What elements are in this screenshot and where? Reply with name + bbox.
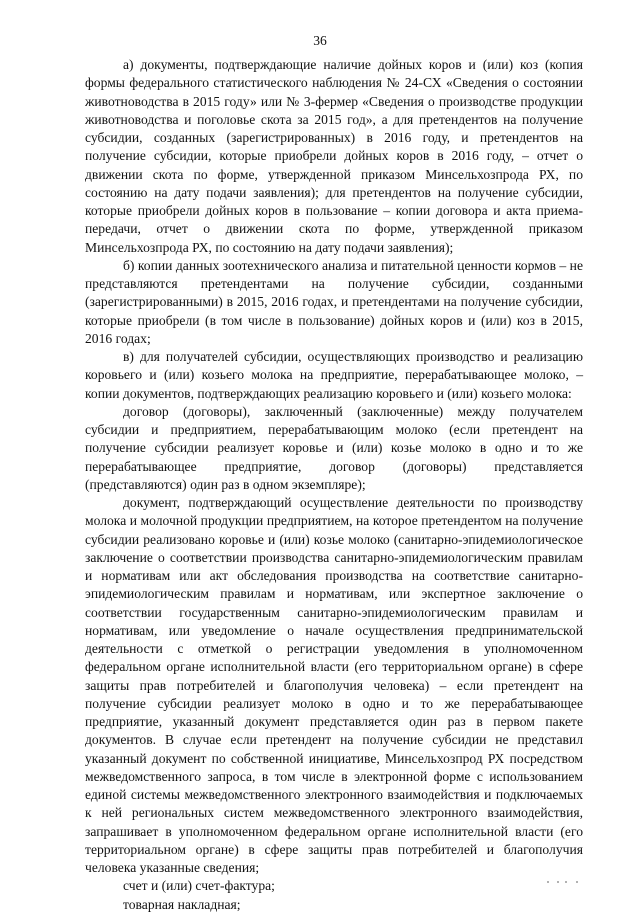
paragraph-waybill: товарная накладная; (123, 896, 241, 912)
paragraph-invoice: счет и (или) счет-фактура; (123, 878, 275, 894)
paragraph-b-zootechnical-analysis: б) копии данных зоотехнического анализа и питательной ценности кормов – не представляются претендентами на получение субсидии, созданными (зарегистрированными) в 2015, 2016 годах, и претендентами на получение субсидии, которые приобрели (в том числе в пользование) дойных коров и (или) коз в 2015, 2016 годах; (85, 257, 583, 346)
scan-artifact-dots (545, 878, 585, 886)
document-body (85, 56, 583, 914)
page-number: 36 (313, 33, 327, 48)
paragraph-production-certificate: документ, подтверждающий осуществление деятельности по производству молока и молочной продукции предприятием, на которое претендентом на получение субсидии реализовано коровье и (или) козье молоко (санитарно-эпидемиологическое заключение о соответствии производства санитарно-эпидемиологическим правилам и нормативам или акт обследования производства на соответствие санитарно-эпидемиологическим правилам и нормативам, или экспертное заключение о соответствии государственным санитарно-эпидемиологическим правилам и нормативам, или уведомление о начале осуществления предпринимательской деятельности с отметкой о регистрации уведомления в уполномоченном федеральном органе исполнительной власти (его территориальном органе) в сфере защиты прав потребителей и благополучия человека) – если претендент на получение субсидии реализует молоко в одно и то же перерабатывающее предприятие, указанный документ представляется один раз в первом пакете документов. В случае если претендент на получение субсидии не представил указанный документ по собственной инициативе, Минсельхозпрод РХ посредством межведомственного запроса, в том числе в электронной форме с использованием единой системы межведомственного электронного взаимодействия и подключаемых к ней региональных систем межведомственного электронного взаимодействия, запрашивает в уполномоченном федеральном органе исполнительной власти (его территориальном органе) в сфере защиты прав потребителей и благополучия человека указанные сведения; (85, 495, 583, 875)
paragraph-a-documents-livestock: а) документы, подтверждающие наличие дойных коров и (или) коз (копия формы федерального статистического наблюдения № 24-СХ «Сведения о состоянии животноводства в 2015 году» или № 3-фермер «Сведения о производстве продукции животноводства и поголовье скота за 2015 год», а для претендентов на получение субсидии, созданных (зарегистрированных) в 2016 году, и претендентов на получение субсидии, которые приобрели дойных коров в 2016 году, – отчет о движении скота по форме, утвержденной приказом Минсельхозпрода РХ, по состоянию на дату подачи заявления); для претендентов на получение субсидии, которые приобрели дойных коров в пользование – копии договора и акта приема-передачи, отчет о движении скота по форме, утвержденной приказом Минсельхозпрода РХ, по состоянию на дату подачи заявления); (85, 57, 583, 255)
paragraph-c-milk-sales-documents: в) для получателей субсидии, осуществляющих производство и реализацию коровьего и (или) козьего молока на предприятие, перерабатывающее молоко, – копии документов, подтверждающих реализацию коровьего и (или) козьего молока: (85, 349, 583, 401)
paragraph-contract: договор (договоры), заключенный (заключенные) между получателем субсидии и предприятием, перерабатывающим молоко (если претендент на получение субсидии реализует коровье и (или) козье молоко в одно и то же перерабатывающее предприятие, договор (договоры) представляется (представляются) один раз в одном экземпляре); (85, 403, 583, 492)
